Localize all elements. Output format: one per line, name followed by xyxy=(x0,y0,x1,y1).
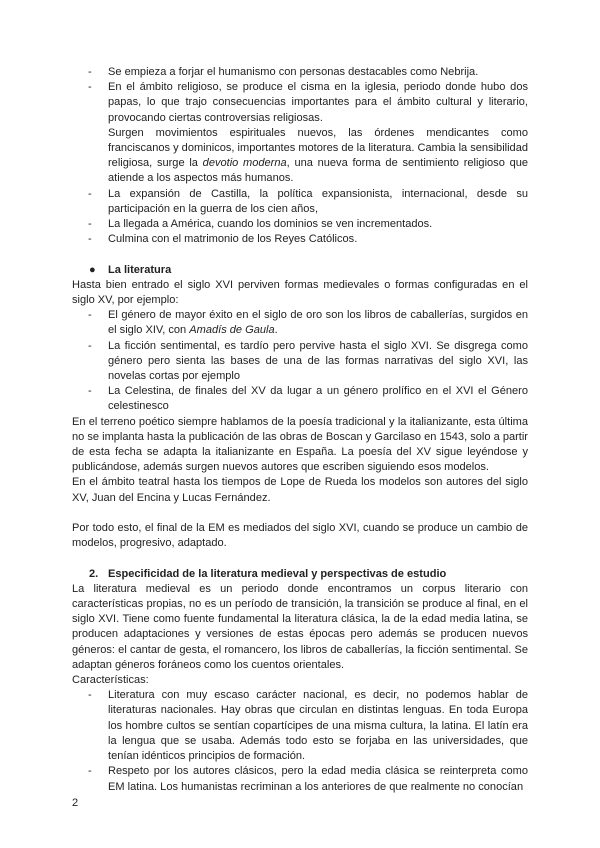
subheading-caracteristicas: Características: xyxy=(72,674,149,687)
document-page xyxy=(72,65,528,795)
paragraph: Hasta bien entrado el siglo XVI perviven formas medievales o formas configuradas en el siglo XV, por ejemplo: xyxy=(72,278,528,307)
list-item-text: Culmina con el matrimonio de los Reyes Católicos. xyxy=(108,233,358,246)
list-item: - La ficción sentimental, es tardío pero pervive hasta el siglo XVI. Se disgrega como género pero sienta las bases de una de las formas narrativas del siglo XVI, las novelas cortas por ejemplo xyxy=(88,339,528,383)
bullet-icon: ● xyxy=(89,263,96,276)
list-item: - Se empieza a forjar el humanismo con personas destacables como Nebrija. xyxy=(88,66,479,78)
list-item: - La Celestina, de finales del XV da lugar a un género prolífico en el XVI el Género celestinesco xyxy=(88,385,528,413)
italic-title: Amadís de Gaula xyxy=(189,324,275,337)
list-item-text: Se empieza a forjar el humanismo con personas destacables como Nebrija. xyxy=(108,66,479,78)
paragraph: En el terreno poético siempre hablamos de la poesía tradicional y la italianizante, esta última no se implanta hasta la publicación de las obras de Boscan y Garcilaso en 1543, solo a partir de esta fecha se adapta la italianizante en España. La poesía del XV sigue leyéndose y publicándose, además surgen nuevos autores que escriben siguiendo esos modelos. xyxy=(72,415,528,474)
paragraph: La literatura medieval es un periodo donde encontramos un corpus literario con características propias, no es un período de transición, la transición se produce al final, en el siglo XVI. Tiene como fuente fundamental la literatura clásica, la de la edad media latina, se producen adaptaciones y versiones de estas épocas pero además se producen nuevos géneros: el cantar de gesta, el romancero, los libros de caballerías, la ficción sentimental. Se adaptan géneros foráneos como los cuentos orientales. xyxy=(72,582,528,671)
list-item: - En el ámbito religioso, se produce el cisma en la iglesia, periodo donde hubo dos papas, lo que trajo consecuencias importantes para el ámbito cultural y literario, provocando ciertas controversias religiosas. xyxy=(88,81,528,124)
section-heading-literatura: ● La literatura xyxy=(72,263,528,278)
list-item-text: La expansión de Castilla, la política expansionista, internacional, desde su participación en la guerra de los cien años, xyxy=(108,187,528,215)
list-item-continuation: Surgen movimientos espirituales nuevos, las órdenes mendicantes como franciscanos y dominicos, importantes motores de la literatura. Cambia la sensibilidad religiosa, surge la devotio moderna, una nueva forma de sentimiento religioso que atiende a los aspectos más humanos. xyxy=(108,126,529,185)
section-heading-especificidad: 2. Especificidad de la literatura medieval y perspectivas de estudio xyxy=(72,567,528,582)
list-item: - La expansión de Castilla, la política expansionista, internacional, desde su participación en la guerra de los cien años, xyxy=(88,187,528,215)
italic-term: devotio moderna xyxy=(202,157,287,170)
section-number: 2. xyxy=(89,567,99,580)
paragraph: Por todo esto, el final de la EM es mediados del siglo XVI, cuando se produce un cambio de modelos, progresivo, adaptado. xyxy=(72,522,528,550)
list-item: - Culmina con el matrimonio de los Reyes Católicos. xyxy=(88,233,358,246)
page-number: 2 xyxy=(72,797,79,809)
list-item: - Respeto por los autores clásicos, pero la edad media clásica se reinterpreta como EM latina. Los humanistas recriminan a los anteriores de que realmente no conocían xyxy=(88,765,528,793)
list-item-text: En el ámbito religioso, se produce el cisma en la iglesia, periodo donde hubo dos papas, lo que trajo consecuencias importantes para el ámbito cultural y literario, provocando ciertas controversias religiosas. xyxy=(108,81,528,124)
paragraph: En el ámbito teatral hasta los tiempos de Lope de Rueda los modelos son autores del siglo XV, Juan del Encina y Lucas Fernández. xyxy=(72,476,528,504)
list-item: - El género de mayor éxito en el siglo de oro son los libros de caballerías, surgidos en el siglo XIV, con Amadís de Gaula. xyxy=(88,309,528,337)
list-item: - Literatura con muy escaso carácter nacional, es decir, no podemos hablar de literaturas nacionales. Hay obras que circulan en distintas lenguas. En toda Europa los hombre cultos se sentían copartícipes de una misma cultura, la latina. El latín era la lengua que se usaba. Además todo esto se forjaba en las universidades, que tenían idénticos principios de formación. xyxy=(88,689,528,763)
list-item: - La llegada a América, cuando los dominios se ven incrementados. xyxy=(88,218,433,231)
list-item-text: La llegada a América, cuando los dominios se ven incrementados. xyxy=(108,218,433,231)
